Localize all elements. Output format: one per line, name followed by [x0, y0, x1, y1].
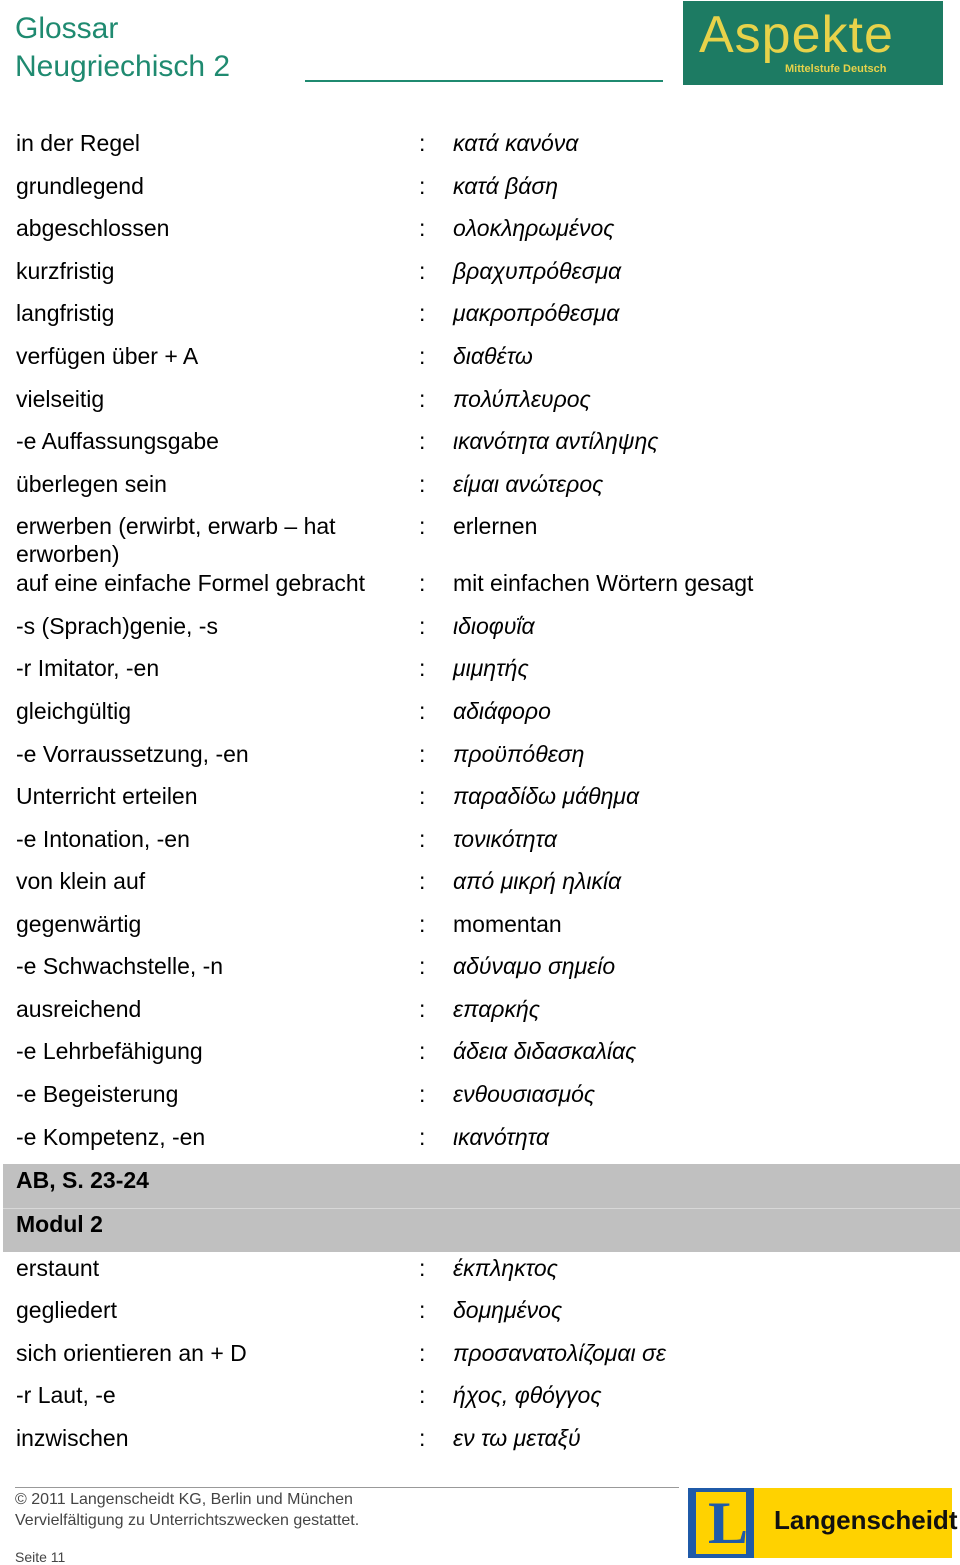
title-line-2: Neugriechisch 2	[15, 50, 231, 83]
separator: :	[419, 1081, 426, 1107]
langenscheidt-logo	[688, 1488, 958, 1558]
german-term: sich orientieren an + D	[16, 1340, 247, 1366]
german-term: in der Regel	[16, 130, 141, 156]
german-term: gegenwärtig	[16, 911, 142, 937]
translation: ιδιοφυΐα	[453, 613, 535, 639]
separator: :	[419, 1124, 426, 1150]
separator: :	[419, 471, 426, 497]
translation: ικανότητα	[453, 1124, 549, 1150]
separator: :	[419, 1340, 426, 1366]
translation: κατά βάση	[453, 173, 559, 199]
separator: :	[419, 343, 426, 369]
translation: ολοκληρωμένος	[453, 215, 615, 241]
translation: ήχος, φθόγγος	[453, 1382, 602, 1408]
separator: :	[419, 613, 426, 639]
german-term: von klein auf	[16, 868, 146, 894]
german-term: Unterricht erteilen	[16, 783, 198, 809]
separator: :	[419, 911, 426, 937]
german-term: grundlegend	[16, 173, 144, 199]
separator: :	[419, 953, 426, 979]
translation: είμαι ανώτερος	[453, 471, 604, 497]
separator: :	[419, 996, 426, 1022]
german-term: ausreichend	[16, 996, 142, 1022]
translation: αδιάφορο	[453, 698, 551, 724]
translation: έκπληκτος	[453, 1255, 558, 1281]
translation: mit einfachen Wörtern gesagt	[453, 570, 754, 596]
translation: πολύπλευρος	[453, 386, 591, 412]
separator: :	[419, 258, 426, 284]
translation: κατά κανόνα	[453, 130, 579, 156]
translation: από μικρή ηλικία	[453, 868, 622, 894]
german-term: -e Schwachstelle, -n	[16, 953, 224, 979]
german-term: überlegen sein	[16, 471, 167, 497]
translation: επαρκής	[453, 996, 540, 1022]
translation: erlernen	[453, 513, 538, 539]
translation: προϋπόθεση	[453, 741, 585, 767]
german-term: erstaunt	[16, 1255, 100, 1281]
langenscheidt-letter: L	[708, 1490, 749, 1556]
separator: :	[419, 215, 426, 241]
footer-divider	[15, 1487, 679, 1488]
section-divider	[3, 1208, 960, 1209]
german-term: auf eine einfache Formel gebracht	[16, 570, 366, 596]
translation: βραχυπρόθεσμα	[453, 258, 622, 284]
translation: μακροπρόθεσμα	[453, 300, 620, 326]
copyright-notice: © 2011 Langenscheidt KG, Berlin und München	[15, 1491, 353, 1508]
translation: μιμητής	[453, 655, 529, 681]
usage-notice: Vervielfältigung zu Unterrichtszwecken gestattet.	[15, 1512, 360, 1529]
separator: :	[419, 1425, 426, 1451]
glossary-title	[15, 10, 230, 86]
german-term: -e Auffassungsgabe	[16, 428, 219, 454]
separator: :	[419, 386, 426, 412]
aspekte-logo-subtitle: Mittelstufe Deutsch	[785, 63, 887, 75]
german-term: inzwischen	[16, 1425, 129, 1451]
separator: :	[419, 1255, 426, 1281]
translation: άδεια διδασκαλίας	[453, 1038, 637, 1064]
separator: :	[419, 1382, 426, 1408]
separator: :	[419, 698, 426, 724]
translation: momentan	[453, 911, 562, 937]
separator: :	[419, 300, 426, 326]
german-term: verfügen über + A	[16, 343, 199, 369]
separator: :	[419, 741, 426, 767]
german-term: -e Vorraussetzung, -en	[16, 741, 249, 767]
section-module: Modul 2	[16, 1211, 103, 1237]
aspekte-logo	[683, 1, 943, 85]
langenscheidt-l-icon	[688, 1488, 754, 1558]
german-term: -s (Sprach)genie, -s	[16, 613, 218, 639]
title-underline	[305, 80, 663, 82]
separator: :	[419, 513, 426, 539]
translation: τονικότητα	[453, 826, 557, 852]
separator: :	[419, 826, 426, 852]
german-term: -r Imitator, -en	[16, 655, 160, 681]
page-number: Seite 11	[15, 1549, 66, 1565]
translation: ενθουσιασμός	[453, 1081, 596, 1107]
german-term: gleichgültig	[16, 698, 132, 724]
translation: ικανότητα αντίληψης	[453, 428, 659, 454]
german-term: gegliedert	[16, 1297, 118, 1323]
separator: :	[419, 130, 426, 156]
separator: :	[419, 570, 426, 596]
aspekte-logo-name: Aspekte	[699, 6, 894, 64]
separator: :	[419, 173, 426, 199]
translation: δομημένος	[453, 1297, 563, 1323]
separator: :	[419, 1038, 426, 1064]
translation: εν τω μεταξύ	[453, 1425, 581, 1451]
title-line-1: Glossar	[15, 12, 119, 45]
german-term: kurzfristig	[16, 258, 115, 284]
translation: διαθέτω	[453, 343, 533, 369]
translation: αδύναμο σημείο	[453, 953, 616, 979]
separator: :	[419, 655, 426, 681]
separator: :	[419, 868, 426, 894]
german-term: -e Lehrbefähigung	[16, 1038, 203, 1064]
german-term: -e Begeisterung	[16, 1081, 179, 1107]
german-term: vielseitig	[16, 386, 105, 412]
german-term: erwerben (erwirbt, erwarb – hat erworben)	[16, 513, 336, 567]
langenscheidt-name: Langenscheidt	[774, 1505, 958, 1535]
separator: :	[419, 428, 426, 454]
german-term: -e Intonation, -en	[16, 826, 190, 852]
section-reference: AB, S. 23-24	[16, 1167, 149, 1193]
separator: :	[419, 1297, 426, 1323]
german-term: langfristig	[16, 300, 115, 326]
translation: προσανατολίζομαι σε	[453, 1340, 666, 1366]
german-term: -e Kompetenz, -en	[16, 1124, 206, 1150]
separator: :	[419, 783, 426, 809]
german-term: -r Laut, -e	[16, 1382, 116, 1408]
translation: παραδίδω μάθημα	[453, 783, 640, 809]
german-term: abgeschlossen	[16, 215, 170, 241]
